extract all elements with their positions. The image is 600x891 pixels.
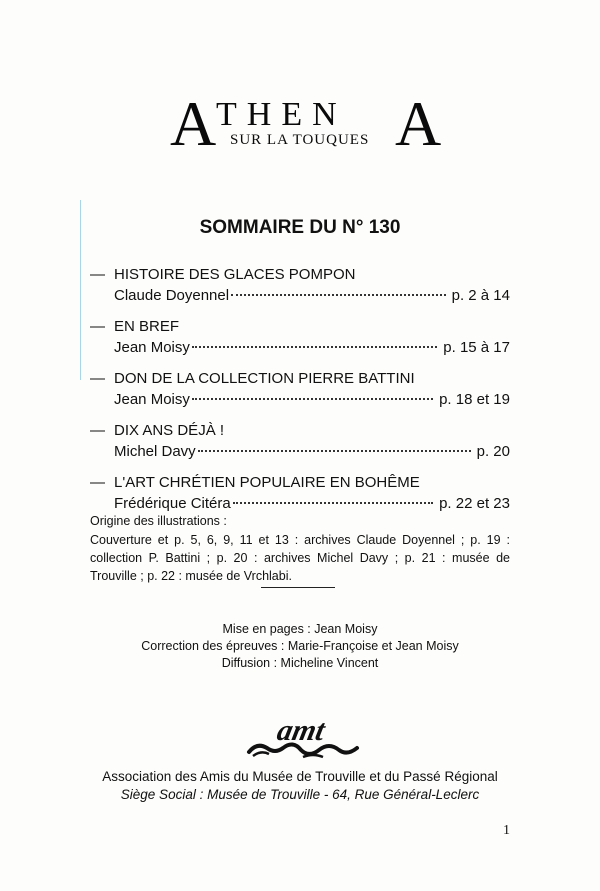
layout-credit: Mise en pages : Jean Moisy <box>222 622 378 636</box>
toc-entry[interactable] <box>90 264 510 306</box>
association-name: Association des Amis du Musée de Trouville et du Passé Régional <box>102 769 498 784</box>
toc-entry-author: Michel Davy <box>114 443 196 460</box>
proofreading-credit: Correction des épreuves : Marie-Françoise et Jean Moisy <box>141 639 459 653</box>
toc-entry[interactable] <box>90 472 510 514</box>
dot-leader <box>233 501 433 504</box>
toc-entry-title <box>90 368 510 389</box>
page-number: 1 <box>503 823 510 838</box>
toc-entry-author: Jean Moisy <box>114 391 190 408</box>
masthead-last-letter: A <box>395 88 442 159</box>
toc-dash: — <box>90 422 105 439</box>
toc-entry-title-text: DON DE LA COLLECTION PIERRE BATTINI <box>114 370 415 387</box>
toc-entry-title-text: EN BREF <box>114 318 180 335</box>
masthead-first-letter: A <box>170 88 217 159</box>
toc-entry-pages: p. 2 à 14 <box>451 287 510 304</box>
toc-entry-title-text: L'ART CHRÉTIEN POPULAIRE EN BOHÊME <box>114 474 420 491</box>
sommaire-title: SOMMAIRE DU N° 130 <box>199 217 401 238</box>
toc-dash: — <box>90 474 105 491</box>
association-footer <box>0 768 600 804</box>
distribution-credit: Diffusion : Micheline Vincent <box>221 656 379 670</box>
toc-entry-author: Claude Doyennel <box>114 287 230 304</box>
toc-entry-pages: p. 18 et 19 <box>439 391 510 408</box>
toc-dash: — <box>90 318 105 335</box>
toc-entry-title <box>90 472 510 493</box>
toc-entry-title-text: DIX ANS DÉJÀ ! <box>114 422 225 439</box>
toc-entry[interactable] <box>90 316 510 358</box>
toc-entry-title <box>90 420 510 441</box>
toc-entry-pages: p. 15 à 17 <box>443 339 510 356</box>
table-of-contents <box>90 264 510 524</box>
editorial-credits <box>0 621 600 672</box>
toc-entry-pages: p. 20 <box>476 443 510 460</box>
toc-entry[interactable] <box>90 420 510 462</box>
toc-entry-title <box>90 316 510 337</box>
illustrations-heading: Origine des illustrations : <box>90 514 227 528</box>
amt-logo-icon <box>243 712 363 762</box>
toc-entry-author: Jean Moisy <box>114 339 190 356</box>
toc-dash: — <box>90 370 105 387</box>
association-address: Siège Social : Musée de Trouville - 64, Rue Général-Leclerc <box>120 787 480 802</box>
masthead-title: THEN <box>216 96 347 133</box>
toc-entry-pages: p. 22 et 23 <box>439 495 510 512</box>
toc-entry-title-text: HISTOIRE DES GLACES POMPON <box>114 266 356 283</box>
dot-leader <box>192 345 437 348</box>
toc-entry-title <box>90 264 510 285</box>
dot-leader <box>192 397 433 400</box>
toc-dash: — <box>90 266 105 283</box>
toc-entry-author: Frédérique Citéra <box>114 495 231 512</box>
dot-leader <box>231 293 446 296</box>
illustrations-credits: Couverture et p. 5, 6, 9, 11 et 13 : archives Claude Doyennel ; p. 19 : collection P. Battini ; p. 20 : archives Michel Davy ; p. 21 : musée de Trouville ; p. 22 : musée de Vrchlabi. <box>90 533 510 583</box>
dot-leader <box>198 449 471 452</box>
toc-entry[interactable] <box>90 368 510 410</box>
masthead <box>170 88 450 159</box>
masthead-subtitle: SUR LA TOUQUES <box>230 132 370 148</box>
divider <box>261 587 335 588</box>
logo-lettering: amt <box>274 713 329 747</box>
